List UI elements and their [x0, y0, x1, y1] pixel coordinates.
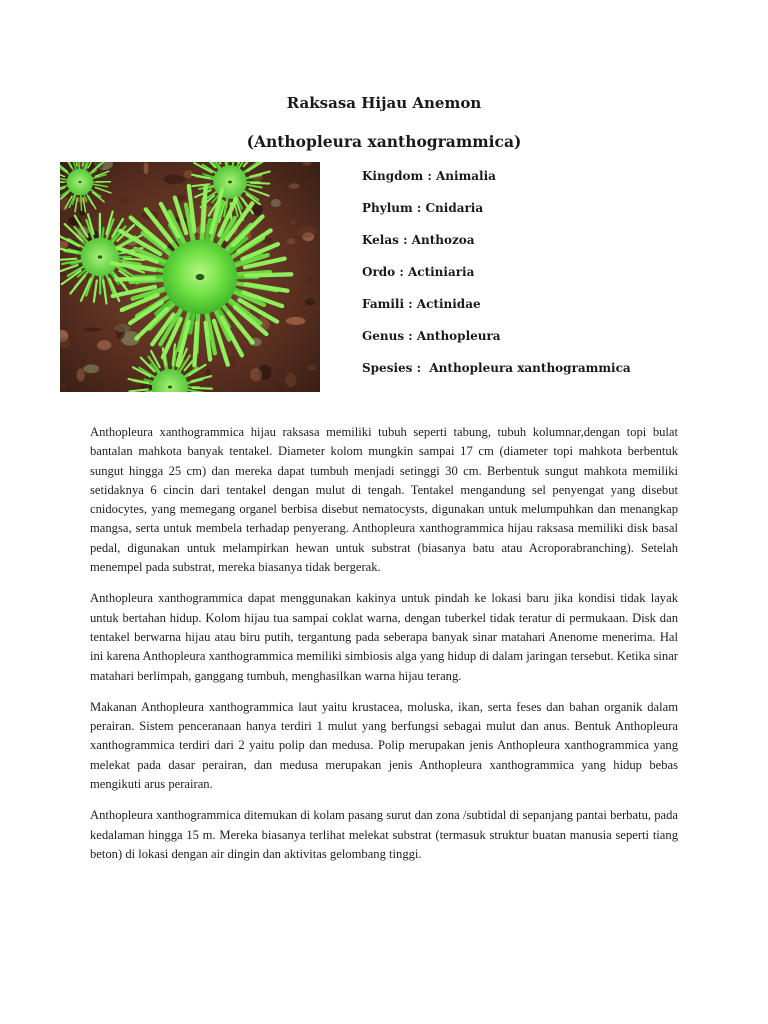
anemone-photo: [60, 162, 320, 392]
page-subtitle: (Anthopleura xanthogrammica): [246, 132, 522, 151]
rock-texture-blob: [77, 368, 85, 382]
taxonomy-genus: Genus : Anthopleura: [362, 329, 501, 343]
rock-texture-blob: [308, 365, 316, 370]
rock-texture-blob: [297, 226, 317, 237]
rock-texture-blob: [307, 277, 312, 285]
rock-texture-blob: [206, 369, 210, 376]
paragraph-food: Makanan Anthopleura xanthogrammica laut yaitu krustacea, moluska, ikan, serta feses dan bahan organik dalam perairan. Sistem penceranaan hanya terdiri 1 mulut yang berfungsi sebagai mulut dan anus. Bentuk Anthopleura xanthogrammica terdiri dari 2 yaitu polip dan medusa. Polip merupakan jenis Anthopleura xanthogrammica yang melekat pada dasar perairan, dan medusa merupakan jenis Anthopleura xanthogrammica yang hidup bebas mengikuti arus perairan.: [90, 699, 678, 792]
taxonomy-ordo: Ordo : Actiniaria: [362, 265, 475, 279]
rock-texture-blob: [253, 204, 263, 215]
rock-texture-blob: [164, 175, 186, 185]
tentacle: [60, 259, 76, 260]
anemone-mouth: [98, 255, 102, 258]
body-text: [90, 423, 678, 876]
tentacle: [246, 274, 291, 275]
tentacle: [194, 323, 197, 366]
rock-texture-blob: [115, 324, 130, 332]
page-title: Raksasa Hijau Anemon: [286, 94, 482, 112]
rock-texture-blob: [97, 340, 111, 350]
rock-texture-blob: [144, 162, 149, 174]
taxonomy-phylum: Phylum : Cnidaria: [362, 201, 484, 215]
rock-texture-blob: [285, 373, 296, 387]
anemone-mouth: [228, 181, 232, 184]
rock-texture-blob: [287, 238, 295, 244]
paragraph-description: Anthopleura xanthogrammica hijau raksasa memiliki tubuh seperti tabung, tubuh kolumnar,dengan topi bulat bantalan mahkota banyak tentakel. Diameter kolom mungkin sampai 17 cm (diameter topi mahkota berbentuk sungut hingga 25 cm) dan mereka dapat tumbuh menjadi setinggi 30 cm. Berbentuk sungut mahkota memiliki setidaknya 6 cincin dari tentakel dengan mulut di tengah. Tentakel mengandung sel penyengat yang disebut cnidocytes, yang memegang organel berbisa disebut nematocysts, digunakan untuk melumpuhkan dan menangkap mangsa, serta untuk membela terhadap penyerang. Anthopleura xanthogrammica hijau raksasa memiliki disk basal pedal, digunakan untuk melampirkan hewan untuk substrat (biasanya batu atau Acroporabranching). Setelah menempel pada substrat, mereka biasanya tidak bergerak.: [90, 425, 678, 575]
tentacle: [81, 195, 82, 211]
anemone-mouth: [196, 274, 205, 280]
rock-texture-blob: [271, 199, 281, 207]
taxonomy-kelas: Kelas : Anthozoa: [362, 233, 475, 247]
rock-texture-blob: [291, 220, 295, 225]
tentacle: [79, 162, 80, 169]
taxonomy-list: [362, 166, 722, 390]
rock-texture-blob: [289, 183, 300, 189]
rock-texture-blob: [286, 317, 306, 325]
taxonomy-famili: Famili : Actinidae: [362, 297, 481, 311]
rock-texture-blob: [120, 198, 127, 203]
paragraph-habitat: Anthopleura xanthogrammica ditemukan di kolam pasang surut dan zona /subtidal di sepanjang pantai berbatu, pada kedalaman hingga 15 m. Mereka biasanya terlihat melekat substrat (termasuk struktur buatan manusia seperti tiang beton) di lokasi dengan air dingin dan aktivitas gelombang tinggi.: [90, 808, 678, 861]
anemone-mouth: [79, 181, 82, 183]
tentacle: [203, 186, 206, 231]
taxonomy-spesies: Spesies : Anthopleura xanthogrammica: [362, 361, 631, 375]
rock-texture-blob: [83, 328, 102, 331]
tentacle: [192, 388, 212, 389]
tentacle: [251, 183, 269, 184]
rock-texture-blob: [250, 368, 262, 381]
tentacle: [117, 278, 154, 279]
paragraph-color: Anthopleura xanthogrammica dapat menggunakan kakinya untuk pindah ke lokasi baru jika kondisi tidak layak untuk bertahan hidup. Kolom hijau tua sampai coklat warna, dengan tuberkel tidak teratur di permukaan. Disk dan tentakel berwarna hijau atau biru putih, tergantung pada seberapa banyak sinar matahari Anenome menerima. Hal ini karena Anthopleura xanthogrammica memiliki simbiosis alga yang hidup di dalam jaringan tersebut. Ketika sinar matahari berlimpah, ganggang tumbuh, menghasilkan warna hijau terang.: [90, 591, 678, 683]
taxonomy-kingdom: Kingdom : Animalia: [362, 169, 496, 183]
rock-texture-blob: [305, 299, 315, 306]
anemone-mouth: [168, 386, 172, 389]
tentacle: [124, 259, 144, 260]
rock-texture-blob: [83, 364, 99, 373]
